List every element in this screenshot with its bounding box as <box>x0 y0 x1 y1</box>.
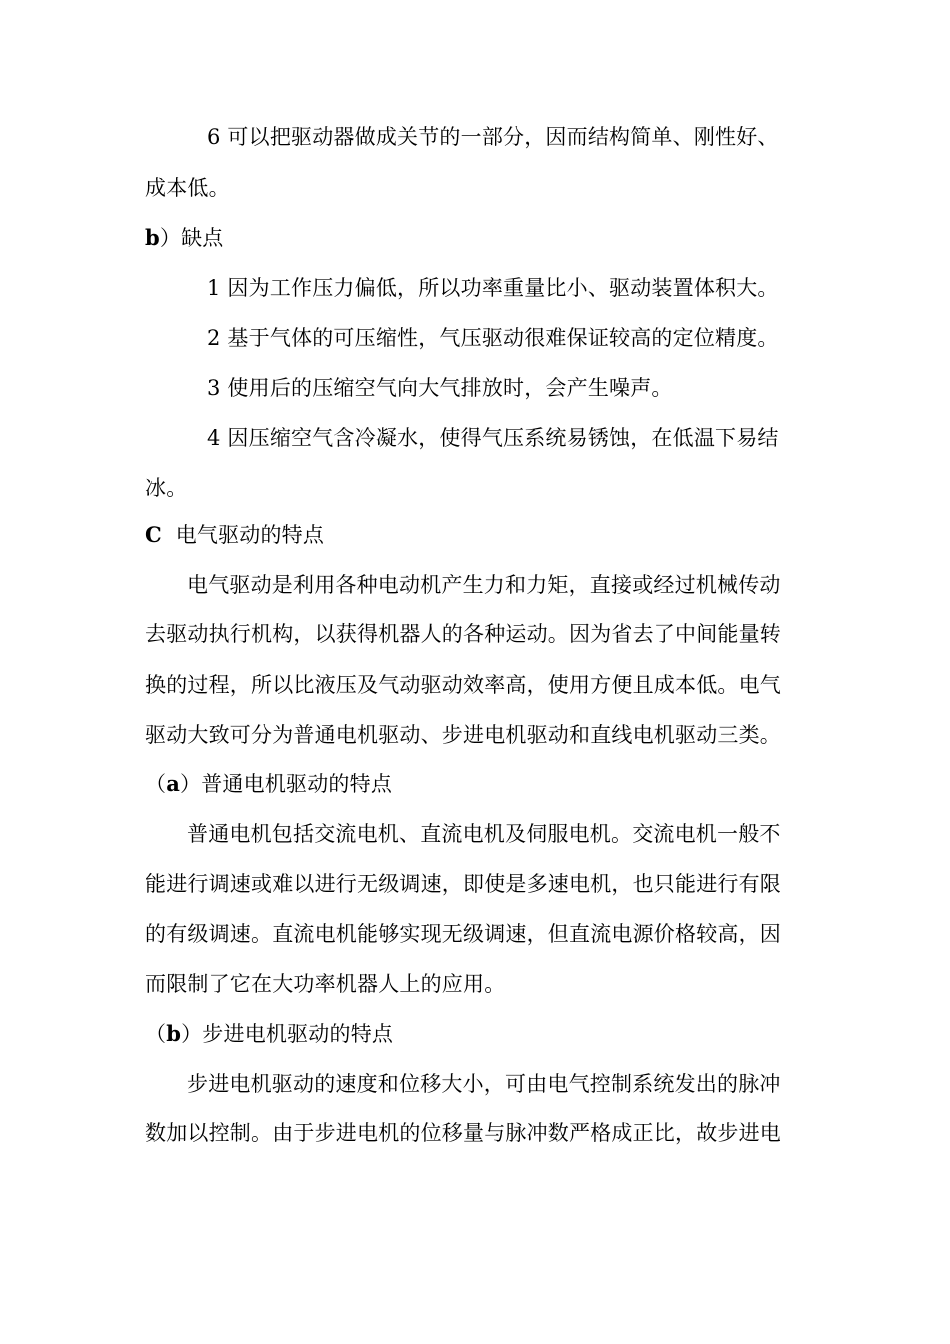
text-line-content: 成本低。 <box>145 176 230 200</box>
subsection-heading-a-label: a <box>166 771 181 796</box>
list-item-2 <box>207 324 867 352</box>
paragraph-line <box>145 920 805 948</box>
subsection-heading-a <box>145 770 805 798</box>
text-line <box>145 474 805 502</box>
text-line-content: 冰。 <box>145 476 188 500</box>
paragraph-line <box>145 671 805 699</box>
paragraph-line-content: 能进行调速或难以进行无级调速，即使是多速电机，也只能进行有限 <box>145 872 781 896</box>
list-item-4-text: 4 因压缩空气含冷凝水，使得气压系统易锈蚀，在低温下易结 <box>207 426 779 450</box>
paragraph-line-content: 去驱动执行机构，以获得机器人的各种运动。因为省去了中间能量转 <box>145 622 781 646</box>
paragraph-line <box>187 571 805 599</box>
paragraph-line <box>145 721 805 749</box>
paragraph-line <box>187 820 805 848</box>
section-heading-b-label: b <box>145 225 160 250</box>
paragraph-line <box>145 1119 805 1147</box>
paragraph-line-content: 电气驱动是利用各种电动机产生力和力矩，直接或经过机械传动 <box>187 573 781 597</box>
paragraph-line <box>145 620 805 648</box>
list-item-1-text: 1 因为工作压力偏低，所以功率重量比小、驱动装置体积大。 <box>207 276 779 300</box>
list-item-6 <box>207 123 867 151</box>
paragraph-line-content: 数加以控制。由于步进电机的位移量与脉冲数严格成正比，故步进电 <box>145 1121 781 1145</box>
subsection-heading-a-text: ）普通电机驱动的特点 <box>180 772 393 796</box>
section-heading-c-label: C <box>145 522 162 547</box>
subsection-heading-b-prefix: （ <box>145 1022 167 1046</box>
subsection-heading-a-prefix: （ <box>145 772 167 796</box>
list-item-1 <box>207 274 867 302</box>
paragraph-line-content: 驱动大致可分为普通电机驱动、步进电机驱动和直线电机驱动三类。 <box>145 723 781 747</box>
subsection-heading-b-text: ）步进电机驱动的特点 <box>181 1022 394 1046</box>
subsection-heading-b-label: b <box>166 1021 182 1046</box>
section-heading-b <box>145 224 805 252</box>
subsection-heading-b <box>145 1020 805 1048</box>
paragraph-line-content: 的有级调速。直流电机能够实现无级调速，但直流电源价格较高，因 <box>145 922 781 946</box>
list-item-2-text: 2 基于气体的可压缩性，气压驱动很难保证较高的定位精度。 <box>207 326 779 350</box>
list-item-4 <box>207 424 867 452</box>
text-line <box>145 174 805 202</box>
section-heading-c-text: 电气驱动的特点 <box>175 523 325 547</box>
list-item-3 <box>207 374 867 402</box>
section-heading-c <box>145 521 805 549</box>
paragraph-line <box>145 870 805 898</box>
paragraph-line <box>187 1070 805 1098</box>
paragraph-line-content: 换的过程，所以比液压及气动驱动效率高，使用方便且成本低。电气 <box>145 673 781 697</box>
list-item-3-text: 3 使用后的压缩空气向大气排放时，会产生噪声。 <box>207 376 673 400</box>
section-heading-b-text: ）缺点 <box>159 226 224 250</box>
paragraph-line-content: 步进电机驱动的速度和位移大小，可由电气控制系统发出的脉冲 <box>187 1072 781 1096</box>
paragraph-line-content: 普通电机包括交流电机、直流电机及伺服电机。交流电机一般不 <box>187 822 781 846</box>
paragraph-line <box>145 970 805 998</box>
paragraph-line-content: 而限制了它在大功率机器人上的应用。 <box>145 972 506 996</box>
list-item-6-text: 6 可以把驱动器做成关节的一部分，因而结构简单、刚性好、 <box>207 125 779 149</box>
